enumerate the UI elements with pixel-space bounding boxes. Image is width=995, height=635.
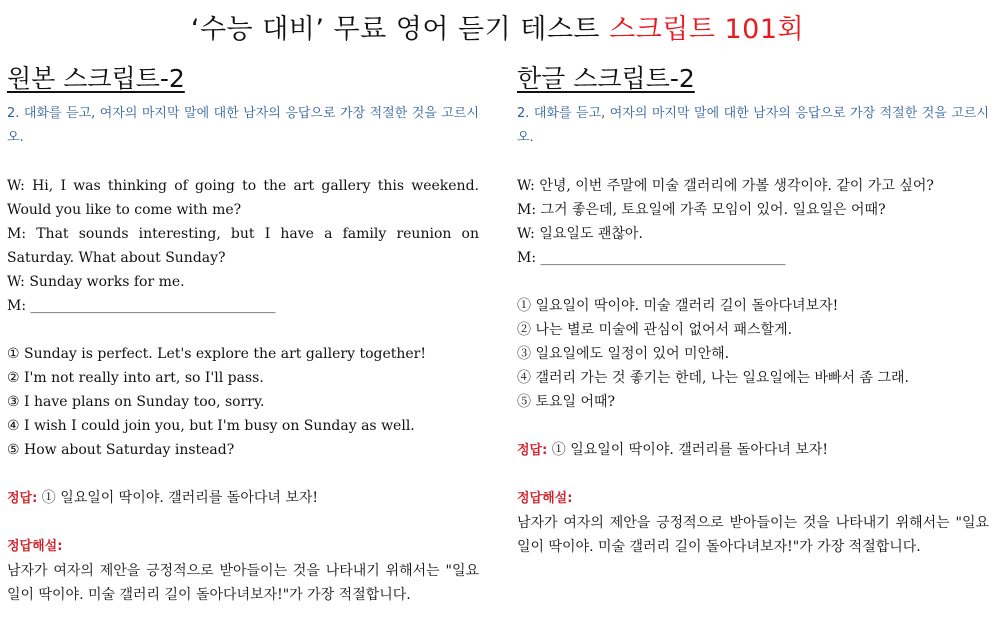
correct-answer-text: ① 일요일이 딱이야. 갤러리를 돌아다녀 보자! bbox=[547, 442, 829, 458]
answer-option: ① Sunday is perfect. Let's explore the art gallery together! bbox=[7, 346, 426, 362]
answer-options bbox=[517, 294, 989, 414]
dialogue-line: W: Sunday works for me. bbox=[7, 274, 185, 290]
answer-explanation bbox=[517, 487, 989, 559]
explanation-label: 정답해설: bbox=[517, 491, 573, 506]
korean-script-heading: 한글 스크립트-2 bbox=[517, 64, 695, 93]
answer-option: ③ 일요일에도 일정이 있어 미안해. bbox=[517, 346, 730, 362]
answer-option: ④ I wish I could join you, but I'm busy on Sunday as well. bbox=[7, 418, 415, 434]
answer-option: ③ I have plans on Sunday too, sorry. bbox=[7, 394, 265, 410]
explanation-text: 남자가 여자의 제안을 긍정적으로 받아들이는 것을 나타내기 위해서는 "일요일이 딱이야. 미술 갤러리 길이 돌아다녀보자!"가 가장 적절합니다. bbox=[517, 515, 989, 555]
correct-answer-label: 정답: bbox=[7, 491, 38, 506]
dialogue-line: W: 일요일도 괜찮아. bbox=[517, 226, 643, 242]
dialogue-blank-line: M: ___________________________________ bbox=[517, 250, 786, 266]
original-script-heading: 원본 스크립트-2 bbox=[7, 64, 185, 93]
answer-explanation bbox=[7, 535, 479, 607]
correct-answer bbox=[7, 486, 479, 511]
explanation-text: 남자가 여자의 제안을 긍정적으로 받아들이는 것을 나타내기 위해서는 "일요일이 딱이야. 미술 갤러리 길이 돌아다녀보자!"가 가장 적절합니다. bbox=[7, 563, 479, 603]
korean-script-column bbox=[517, 64, 989, 559]
correct-answer-label: 정답: bbox=[517, 443, 548, 458]
answer-option: ② 나는 별로 미술에 관심이 없어서 패스할게. bbox=[517, 322, 793, 338]
original-script-column bbox=[7, 64, 479, 607]
page-title-accent: 스크립트 101회 bbox=[609, 14, 805, 45]
answer-option: ⑤ How about Saturday instead? bbox=[7, 442, 235, 458]
dialogue-line: M: 그거 좋은데, 토요일에 가족 모임이 있어. 일요일은 어때? bbox=[517, 202, 886, 218]
answer-option: ⑤ 토요일 어때? bbox=[517, 394, 616, 410]
dialogue-blank-line: M: ___________________________________ bbox=[7, 298, 276, 314]
dialogue bbox=[517, 174, 989, 270]
correct-answer-text: ① 일요일이 딱이야. 갤러리를 돌아다녀 보자! bbox=[37, 490, 319, 506]
answer-options bbox=[7, 342, 479, 462]
dialogue-line: M: That sounds interesting, but I have a family reunion on Saturday. What about Sunday? bbox=[7, 226, 479, 266]
dialogue bbox=[7, 174, 479, 318]
answer-option: ② I'm not really into art, so I'll pass. bbox=[7, 370, 264, 386]
correct-answer bbox=[517, 438, 989, 463]
page-title-main: ‘수능 대비’ 무료 영어 듣기 테스트 bbox=[190, 14, 610, 45]
explanation-label: 정답해설: bbox=[7, 539, 63, 554]
page-title bbox=[0, 12, 995, 48]
dialogue-line: W: Hi, I was thinking of going to the art gallery this weekend. Would you like to come with me? bbox=[7, 178, 479, 218]
dialogue-line: W: 안녕, 이번 주말에 미술 갤러리에 가볼 생각이야. 같이 가고 싶어? bbox=[517, 178, 934, 194]
answer-option: ④ 갤러리 가는 것 좋기는 한데, 나는 일요일에는 바빠서 좀 그래. bbox=[517, 370, 909, 386]
question-prompt: 2. 대화를 듣고, 여자의 마지막 말에 대한 남자의 응답으로 가장 적절한 것을 고르시오. bbox=[517, 106, 989, 145]
answer-option: ① 일요일이 딱이야. 미술 갤러리 길이 돌아다녀보자! bbox=[517, 298, 839, 314]
question-prompt: 2. 대화를 듣고, 여자의 마지막 말에 대한 남자의 응답으로 가장 적절한 것을 고르시오. bbox=[7, 106, 479, 145]
